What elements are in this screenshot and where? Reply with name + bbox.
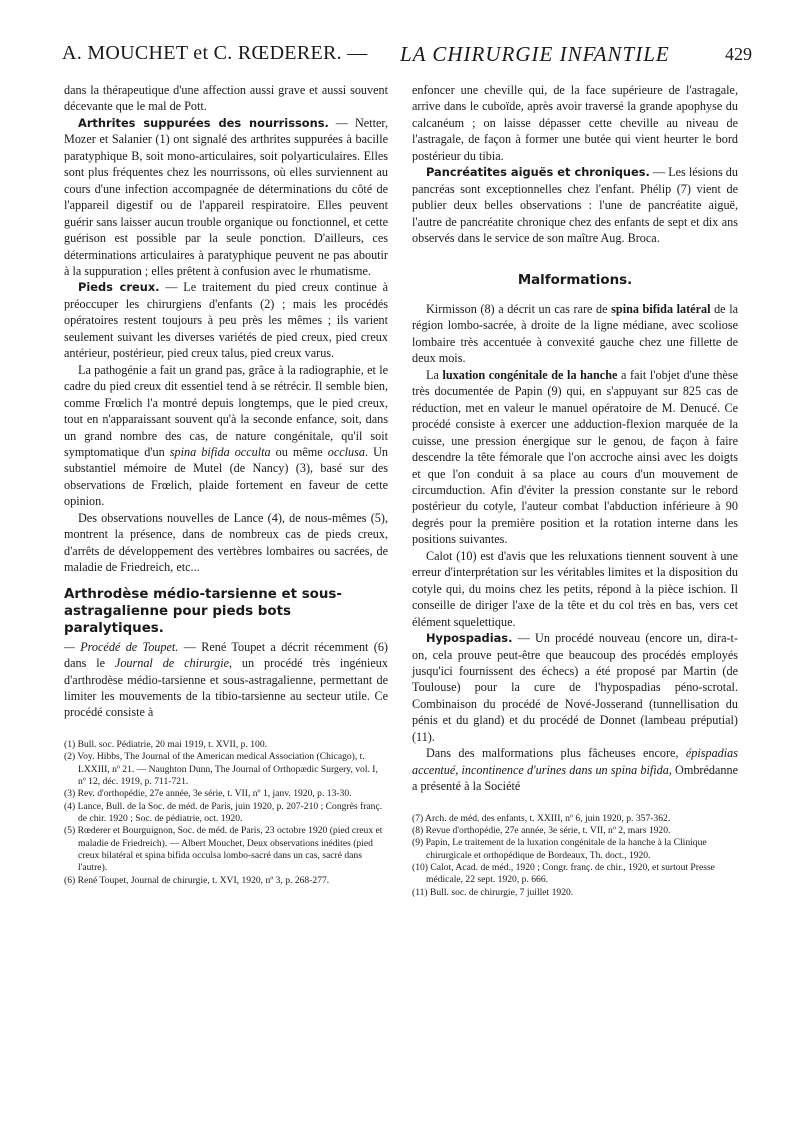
footnote: (4) Lance, Bull. de la Soc. de méd. de Paris, juin 1920, p. 207-210 ; Congrès franç. de chir. 1920 ; Soc. de pédiatrie, oct. 1920. [64,800,383,824]
running-head-authors: A. MOUCHET et C. RŒDERER. — [62,42,368,64]
footnote: (1) Bull. soc. Pédiatrie, 20 mai 1919, t. XVII, p. 100. [64,738,268,750]
footnote: (8) Revue d'orthopédie, 27e année, 3e série, t. VII, nº 2, mars 1920. [412,824,671,836]
footnote: (5) Rœderer et Bourguignon, Soc. de méd. de Paris, 23 octobre 1920 (pied creux et maladie de Friedreich). — Albert Mouchet, Deux observations inédites (pied creux bilatéral et spina bifida occulsa lombo-sacré dans un cas, sacré dans l'autre). [64,825,383,874]
heading-arthrites: Arthrites suppurées des nourrissons. [78,115,329,130]
heading-hypospadias: Hypospadias. [426,631,513,646]
text-dans-em: épispadias accentué, incontinence d'urines dans un spina bifida [412,746,738,777]
paragraph-hypospadias [412,630,738,745]
paragraph-pancreatites [412,164,738,246]
text-dans-2: , Ombrédanne a présenté à la Société [412,762,738,794]
paragraph-cheville: enfoncer une cheville qui, de la face supérieure de l'astragale, arrive dans le cuboïde, après avoir traversé la grande apophyse du calcanéum ; on laisse dépasser cette cheville au niveau de l'astragale, de façon à former une butée qui vient heurter le bord postérieur du tibia. [412,83,738,163]
paragraph-arthrodese [64,639,388,721]
footnote: (6) René Toupet, Journal de chirurgie, t. XVI, 1920, nº 3, p. 268-277. [64,874,330,886]
text-pathogenie-2: ou même [270,444,328,459]
subheading-toupet: — Procédé de Toupet. [64,639,179,654]
paragraph-malformations-facheuses [412,745,738,794]
text-arthrodese-journal: Journal de chirurgie [114,656,229,671]
heading-malformations: Malformations. [517,272,633,288]
footnotes-left [64,739,388,887]
text-pathogenie-em1: spina bifida occulta [169,444,271,459]
text-arthrites: — Netter, Mozer et Salanier (1) ont signalé des arthrites suppurées à bacille paratyphique B, soit mono-articulaires, soit polyarticulaires. Elles sont plus fréquentes chez les nourrissons, où elles surviennent au cours d'une infection accompagnée de déterminations du côté de l'appareil digestif ou de l'appareil respiratoire. Elles peuvent guérir sans laisser aucun trouble organique ou fonctionnel, et cette guérison est possible par la seule ponction. D'ailleurs, ces déterminations articulaires à paratyphique peuvent ne pas aboutir à la suppuration ; elles prêtent à confusion avec le rhumatisme. [64,115,389,278]
text-dans-1: Dans des malformations plus fâcheuses encore, [426,746,686,761]
left-column [64,82,388,887]
text-kirmisson-2: de la région lombo-sacrée, à droite de la ligne médiane, avec scoliose lombaire très accentuée à convexité gauche chez une fillette de deux mois. [412,301,738,366]
paragraph-pott: dans la thérapeutique d'une affection aussi grave et aussi souvent décevante que le mal de Pott. [64,83,388,114]
paragraph-calot: Calot (10) est d'avis que les reluxations tiennent souvent à une erreur d'interprétation sur les véritables limites et la disposition du cotyle qui, du moins chez les petits, répond à la pièce ischion. Il conseille de diriger l'axe de la tête et du col très en bas, vers cet élément squelettique. [412,548,738,629]
right-column [412,82,738,899]
footnote: (10) Calot, Acad. de méd., 1920 ; Congr. franç. de chir., 1920, et surtout Presse médicale, 22 sept. 1920, p. 666. [412,861,715,886]
text-pathogenie-em2: occlusa [327,444,365,459]
paragraph-pathogenie [64,362,388,510]
paragraph-luxation [412,367,738,548]
footnotes-right [412,813,738,899]
text-kirmisson-1: Kirmisson (8) a décrit un cas rare de [426,301,612,316]
text-pieds-creux: — Le traitement du pied creux continue à préoccuper les chirurgiens d'enfants (2) ; mais les procédés opératoires restent toujours à peu près les mêmes ; ils varient seulement suivant les diverses variétés de pied creux, pied creux antérieur, postérieur, pied creux talus, pied creux varus. [64,280,388,361]
heading-pieds-creux: Pieds creux. [78,280,160,295]
heading-arthrodese: Arthrodèse médio-tarsienne et sous-astragalienne pour pieds bots paralytiques. [64,586,342,636]
text-luxation-bold: luxation congénitale de la hanche [442,367,618,382]
running-head-title: LA CHIRURGIE INFANTILE [400,42,670,66]
footnote: (7) Arch. de méd. des enfants, t. XXIII, nº 6, juin 1920, p. 357-362. [412,812,671,824]
paragraph-arthrites [64,115,388,280]
text-pancreatites: — Les lésions du pancréas sont exceptionnelles chez l'enfant. Phélip (7) vient de publier deux belles observations : l'une de pancréatite aiguë, l'autre de pancréatite chronique chez des enfants de sept et dix ans observés dans le service de son maître Aug. Broca. [412,165,738,246]
footnote: (11) Bull. soc. de chirurgie, 7 juillet 1920. [412,886,574,898]
paragraph-kirmisson [412,301,738,367]
paragraph-pieds-creux [64,279,388,361]
page-number: 429 [725,44,752,64]
footnote: (3) Rev. d'orthopédie, 27e année, 3e série, t. VII, nº 1, janv. 1920, p. 13-30. [64,788,352,800]
text-pathogenie-3: . Un substantiel mémoire de Mutel (de Nancy) (3), basé sur des observations de Frœlich, plaide fortement en faveur de cette opinion. [64,444,388,509]
text-kirmisson-bold: spina bifida latéral [611,301,711,316]
text-arthrodese-2: , un procédé très ingénieux d'arthrodèse médio-tarsienne et sous-astragalienne, permettant de limiter les mouvements de la tibio-tarsienne au secteur utile. Ce procédé consiste à [64,656,388,720]
text-luxation-2: a fait l'objet d'une thèse très documentée de Papin (9) qui, en s'appuyant sur 825 cas de réduction, met en valeur le manuel opératoire de M. Denucé. Ce procédé consiste à exercer une adduction-flexion marquée de la cuisse, une pression énergique sur le genou, de façon à faire descendre la tête fémorale que l'on accroche ainsi avec les doigts et que l'on conduit à sa place au cours d'un mouvement de circumduction. Afin d'éviter la pression constante sur le rebord postérieur du cotyle, l'auteur combat l'abduction inférieure à 90 degrés pour la première position et la rotation interne dans les positions suivantes. [412,367,738,547]
text-hypospadias: — Un procédé nouveau (encore un, dira-t-on, cela prouve peut-être que beaucoup des procédés employés jusqu'ici fournissent des échecs) a été proposé par Martin (de Toulouse) pour la cure de l'hypospadias péno-scrotal. Combinaison du procédé de Nové-Josserand (tunnellisation du pénis et du gland) et du procédé de Donnet (lambeau préputial) (11). [412,631,738,744]
text-luxation-1: La [426,367,443,382]
text-pathogenie-1: La pathogénie a fait un grand pas, grâce à la radiographie, et le cadre du pied creux dit essentiel tend à se rétrécir. Il semble bien, comme Frœlich l'a montré depuis longtemps, que le pied creux, tout en n'apparaissant souvent qu'à la seconde enfance, soit, dans un grand nombre des cas, de nature congénitale, qu'il soit symptomatique d'un [64,362,388,459]
heading-pancreatites: Pancréatites aiguës et chroniques. [426,165,650,180]
text-arthrodese-1: — René Toupet a décrit récemment (6) dans le [64,639,388,671]
footnote: (9) Papin, Le traitement de la luxation congénitale de la hanche à la Clinique chirurgicale et orthopédique de Bordeaux, Th. doct., 1920. [412,837,707,861]
paragraph-observations: Des observations nouvelles de Lance (4), de nous-mêmes (5), montrent la présence, dans de nombreux cas de pieds creux, d'arrêts de développement des vertèbres lombaires ou sacrées, de maladie de Friedreich, etc... [64,510,388,575]
footnote: (2) Voy. Hibbs, The Journal of the American medical Association (Chicago), t. LXXIII, nº 21. — Naughton Dunn, The Journal of Orthopædic Surgery, vol. I, nº 12, déc. 1919, p. 711-721. [64,751,378,787]
page-header [62,40,752,72]
